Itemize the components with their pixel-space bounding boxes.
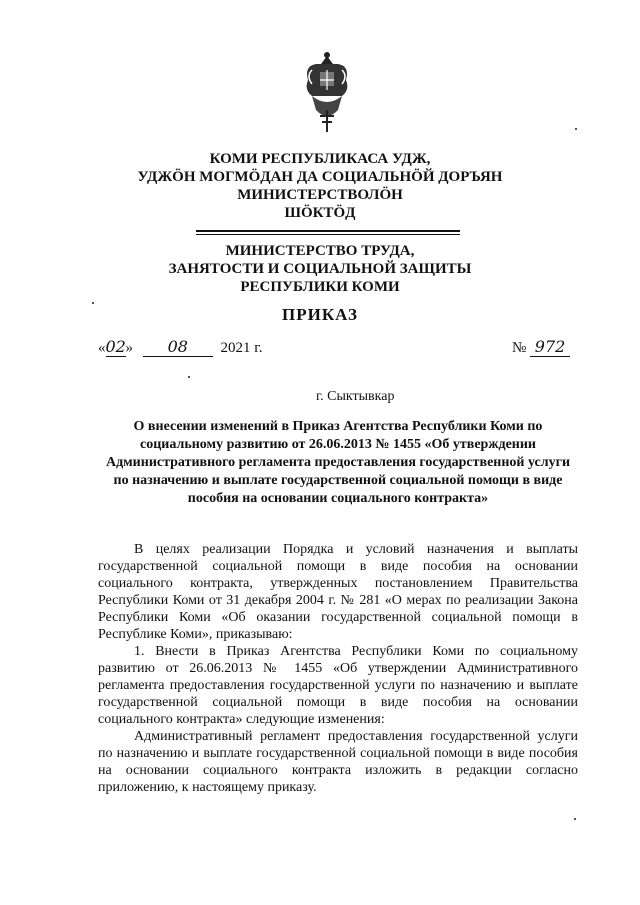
date-year: 2021 г. [220,340,263,356]
body-paragraph: Административный регламент предоставления государственной услуги по назначению и выплате государственной социальной помощи в виде пособия на основании социального контракта изложить в редакции согласно приложению, к настоящему приказу. [98,729,578,795]
russian-line: РЕСПУБЛИКИ КОМИ [240,279,400,295]
komi-line: УДЖӦН МОГМӦДАН ДА СОЦИАЛЬНӦЙ ДОРЪЯН [137,169,503,185]
scan-speck [575,128,577,130]
document-type-title: ПРИКАЗ [282,305,358,324]
order-number [512,337,570,357]
scan-speck [188,376,190,378]
quote-close: » [125,340,133,356]
russian-ministry-name [0,242,640,296]
komi-line: МИНИСТЕРСТВОЛӦН [237,187,403,203]
number-value: 972 [530,337,570,357]
coat-of-arms-emblem [298,50,356,134]
komi-line: ШӦКТӦД [284,205,356,221]
order-date [98,337,262,357]
russian-line: МИНИСТЕРСТВО ТРУДА, [225,243,415,259]
number-label: № [512,340,527,356]
russian-line: ЗАНЯТОСТИ И СОЦИАЛЬНОЙ ЗАЩИТЫ [168,261,472,277]
city-name: г. Сыктывкар [316,389,395,404]
quote-open: « [98,340,106,356]
body-paragraph: 1. Внести в Приказ Агентства Республики Коми по социальному развитию от 26.06.2013 № 1455 «Об утверждении Административного регламента предоставления государственной услуги по назначению и выплате государственной социальной помощи в виде пособия на основании социального контракта» следующие изменения: [98,644,578,727]
order-body [98,541,578,796]
scan-speck [92,302,94,304]
header-divider [196,230,460,232]
komi-ministry-name [0,150,640,222]
date-month: 08 [143,337,213,357]
date-day: 02 [105,337,126,356]
body-paragraph: В целях реализации Порядка и условий назначения и выплаты государственной социальной помощи в виде пособия на основании социального контракта, утвержденных постановлением Правительства Республики Коми от 31 декабря 2004 г. № 281 «О мерах по реализации Закона Республики Коми «Об оказании государственной социальной помощи в Республике Коми», приказываю: [98,542,578,642]
order-subject: О внесении изменений в Приказ Агентства Республики Коми по социальному развитию от 26.06.2013 № 1455 «Об утверждении Административного регламента предоставления государственной услуги по назначению и выплате государственной социальной помощи в виде пособия на основании социального контракта» [105,419,571,506]
header-divider-thin [196,234,460,235]
scan-speck [574,818,576,820]
komi-line: КОМИ РЕСПУБЛИКАСА УДЖ, [209,151,431,167]
